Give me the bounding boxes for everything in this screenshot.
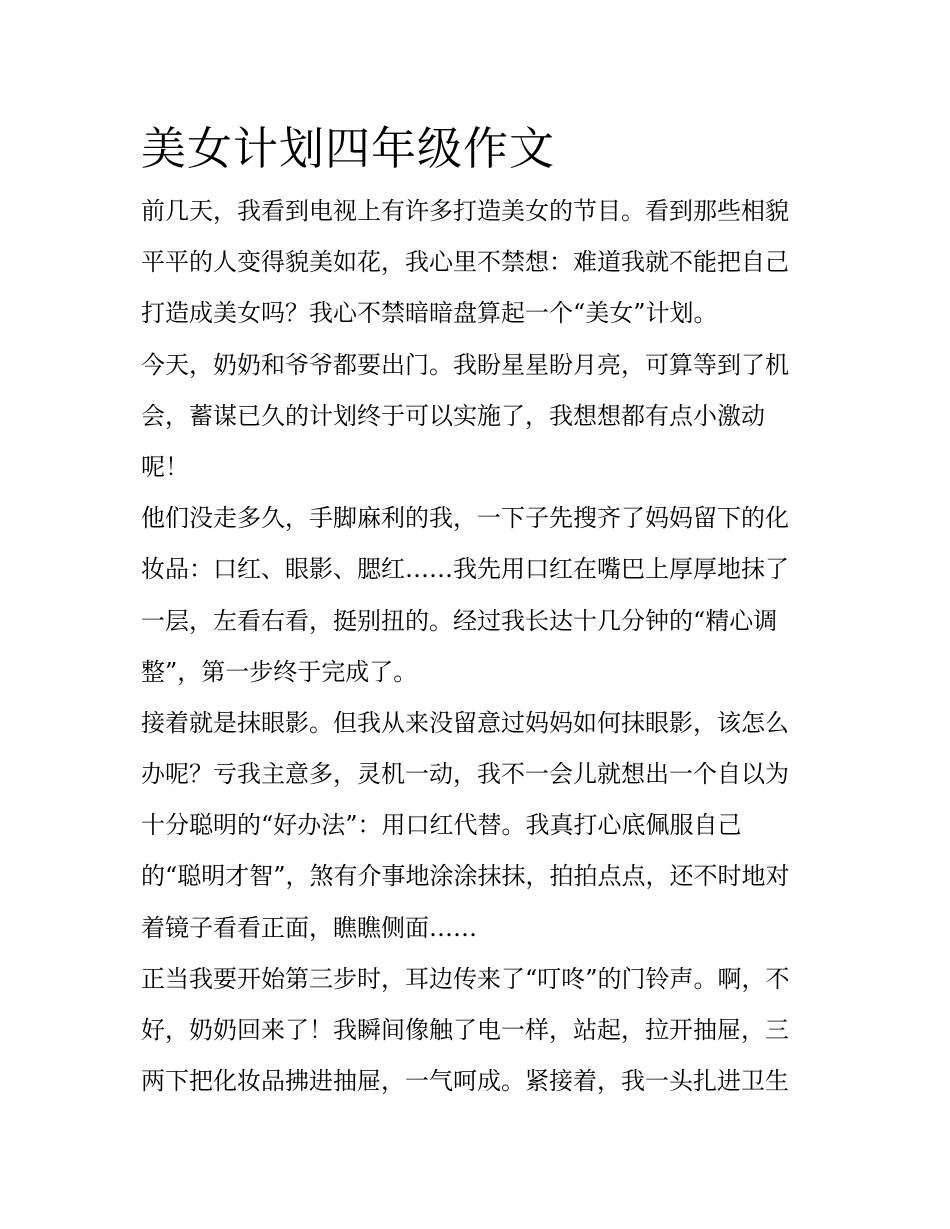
essay-body — [141, 112, 821, 1107]
essay-line: 两下把化妆品拂进抽屉，一气呵成。紧接着，我一头扎进卫生 — [141, 1067, 789, 1096]
essay-line: 整”，第一步终于完成了。 — [141, 657, 418, 686]
essay-line: 好，奶奶回来了！我瞬间像触了电一样，站起，拉开抽屉，三 — [141, 1016, 789, 1044]
essay-line: 前几天，我看到电视上有许多打造美女的节目。看到那些相貌 — [141, 197, 789, 225]
essay-line: 正当我要开始第三步时，耳边传来了“叮咚”的门铃声。啊，不 — [141, 964, 790, 993]
essay-line: 办呢？亏我主意多，灵机一动，我不一会儿就想出一个自以为 — [141, 760, 789, 789]
essay-line: 一层，左看右看，挺别扭的。经过我长达十几分钟的“精心调 — [141, 606, 778, 635]
essay-line: 呢！ — [141, 452, 189, 481]
essay-line: 平平的人变得貌美如花，我心里不禁想：难道我就不能把自己 — [141, 248, 789, 277]
essay-title: 美女计划四年级作文 — [141, 122, 556, 175]
essay-line: 着镜子看看正面，瞧瞧侧面…… — [141, 913, 477, 942]
essay-line: 他们没走多久，手脚麻利的我，一下子先搜齐了妈妈留下的化 — [141, 504, 789, 533]
essay-line: 的“聪明才智”，煞有介事地涂涂抹抹，拍拍点点，还不时地对 — [141, 862, 790, 891]
essay-line: 妆品：口红、眼影、腮红……我先用口红在嘴巴上厚厚地抹了 — [141, 555, 789, 584]
essay-line: 会，蓄谋已久的计划终于可以实施了，我想想都有点小激动 — [141, 401, 765, 430]
essay-line: 今天，奶奶和爷爷都要出门。我盼星星盼月亮，可算等到了机 — [141, 350, 789, 379]
essay-line: 打造成美女吗？我心不禁暗暗盘算起一个“美女”计划。 — [141, 299, 718, 328]
essay-line: 十分聪明的“好办法”：用口红代替。我真打心底佩服自己 — [141, 811, 742, 840]
essay-line: 接着就是抹眼影。但我从来没留意过妈妈如何抹眼影，该怎么 — [141, 708, 789, 737]
